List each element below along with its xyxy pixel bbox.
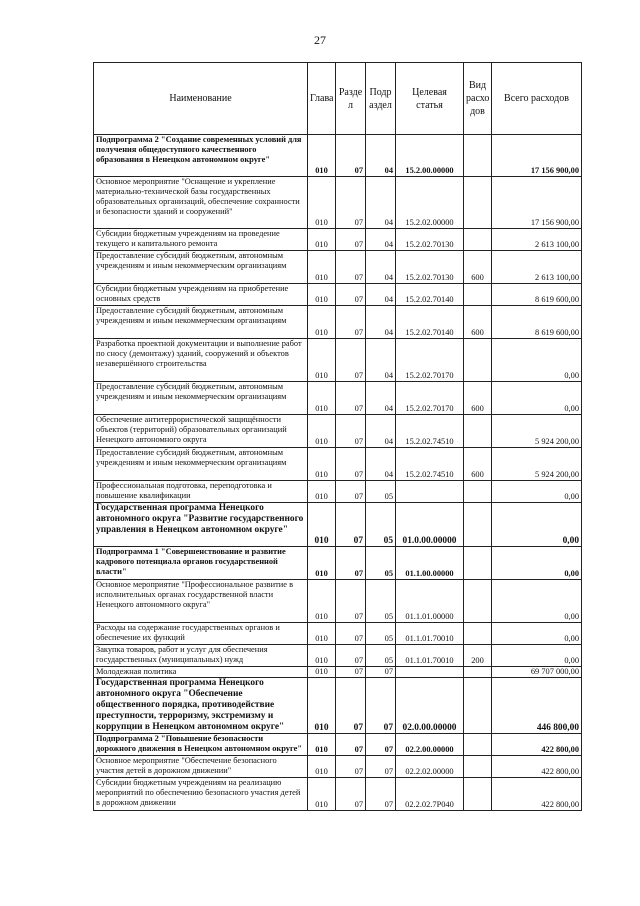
row-target-cell: 15.2.00.00000 (396, 135, 464, 177)
row-total-cell: 2 613 100,00 (492, 251, 582, 284)
header-type: Вид расхо дов (464, 63, 492, 135)
row-subsection-cell: 07 (366, 678, 396, 734)
row-total-cell: 8 619 600,00 (492, 284, 582, 306)
row-type-cell (464, 481, 492, 503)
row-chapter-cell: 010 (308, 734, 336, 756)
table-row (94, 448, 582, 481)
row-subsection-cell: 07 (366, 778, 396, 811)
row-chapter-cell: 010 (308, 251, 336, 284)
table-header-row (94, 63, 582, 135)
row-subsection-cell: 04 (366, 306, 396, 339)
row-section-cell: 07 (336, 306, 366, 339)
row-total-cell: 422 800,00 (492, 734, 582, 756)
row-chapter-cell: 010 (308, 306, 336, 339)
row-target-cell: 02.2.02.00000 (396, 756, 464, 778)
row-name-cell: Основное мероприятие "Обеспечение безопасного участия детей в дорожном движении" (94, 756, 308, 778)
row-chapter-cell: 010 (308, 580, 336, 623)
row-chapter-cell: 010 (308, 778, 336, 811)
table-row (94, 251, 582, 284)
row-type-cell (464, 339, 492, 382)
row-total-cell: 0,00 (492, 382, 582, 415)
row-name-cell: Основное мероприятие "Профессиональное развитие в исполнительных органах государственной власти Ненецкого автономного округа" (94, 580, 308, 623)
table-row (94, 135, 582, 177)
row-type-cell (464, 756, 492, 778)
row-section-cell: 07 (336, 339, 366, 382)
table-body (94, 135, 582, 811)
row-target-cell: 15.2.02.70130 (396, 251, 464, 284)
row-name-cell: Предоставление субсидий бюджетным, автономным учреждениям и иным некоммерческим организациям (94, 448, 308, 481)
header-total: Всего расходов (492, 63, 582, 135)
row-type-cell (464, 734, 492, 756)
row-chapter-cell: 010 (308, 448, 336, 481)
row-total-cell: 8 619 600,00 (492, 306, 582, 339)
row-type-cell: 200 (464, 645, 492, 667)
row-type-cell (464, 623, 492, 645)
table-row (94, 778, 582, 811)
row-total-cell: 69 707 000,00 (492, 667, 582, 678)
row-section-cell: 07 (336, 229, 366, 251)
table-row (94, 503, 582, 547)
row-section-cell: 07 (336, 415, 366, 448)
row-chapter-cell: 010 (308, 756, 336, 778)
row-subsection-cell: 04 (366, 284, 396, 306)
row-target-cell (396, 481, 464, 503)
row-name-cell: Предоставление субсидий бюджетным, автономным учреждениям и иным некоммерческим организациям (94, 382, 308, 415)
row-section-cell: 07 (336, 547, 366, 580)
table-row (94, 678, 582, 734)
row-type-cell (464, 667, 492, 678)
row-chapter-cell: 010 (308, 481, 336, 503)
row-type-cell (464, 415, 492, 448)
row-target-cell (396, 667, 464, 678)
row-name-cell: Субсидии бюджетным учреждениям на проведение текущего и капитального ремонта (94, 229, 308, 251)
row-subsection-cell: 05 (366, 503, 396, 547)
row-target-cell: 01.1.01.00000 (396, 580, 464, 623)
table-row (94, 339, 582, 382)
row-subsection-cell: 04 (366, 135, 396, 177)
row-type-cell: 600 (464, 306, 492, 339)
row-target-cell: 15.2.02.70140 (396, 306, 464, 339)
row-section-cell: 07 (336, 580, 366, 623)
row-name-cell: Профессиональная подготовка, переподготовка и повышение квалификации (94, 481, 308, 503)
budget-table (93, 62, 582, 811)
row-section-cell: 07 (336, 503, 366, 547)
row-section-cell: 07 (336, 284, 366, 306)
page-number: 27 (314, 33, 326, 47)
table-row (94, 547, 582, 580)
row-type-cell: 600 (464, 382, 492, 415)
row-name-cell: Подпрограмма 1 "Совершенствование и развитие кадрового потенциала органов государственной власти" (94, 547, 308, 580)
row-section-cell: 07 (336, 645, 366, 667)
row-name-cell: Молодежная политика (94, 667, 308, 678)
row-subsection-cell: 04 (366, 177, 396, 229)
row-type-cell (464, 580, 492, 623)
row-target-cell: 15.2.02.74510 (396, 448, 464, 481)
row-name-cell: Субсидии бюджетным учреждениям на реализацию мероприятий по обеспечению безопасного участия детей в дорожном движении (94, 778, 308, 811)
row-target-cell: 01.1.01.70010 (396, 623, 464, 645)
row-total-cell: 0,00 (492, 503, 582, 547)
row-name-cell: Предоставление субсидий бюджетным, автономным учреждениям и иным некоммерческим организациям (94, 251, 308, 284)
row-section-cell: 07 (336, 251, 366, 284)
row-type-cell (464, 678, 492, 734)
header-target: Целевая статья (396, 63, 464, 135)
row-type-cell: 600 (464, 251, 492, 284)
row-total-cell: 0,00 (492, 580, 582, 623)
row-target-cell: 15.2.02.70170 (396, 382, 464, 415)
row-target-cell: 01.0.00.00000 (396, 503, 464, 547)
row-subsection-cell: 04 (366, 415, 396, 448)
row-target-cell: 02.0.00.00000 (396, 678, 464, 734)
row-chapter-cell: 010 (308, 503, 336, 547)
row-subsection-cell: 07 (366, 756, 396, 778)
row-target-cell: 15.2.02.70170 (396, 339, 464, 382)
row-target-cell: 15.2.02.00000 (396, 177, 464, 229)
row-subsection-cell: 05 (366, 645, 396, 667)
row-type-cell (464, 503, 492, 547)
row-section-cell: 07 (336, 448, 366, 481)
row-name-cell: Предоставление субсидий бюджетным, автономным учреждениям и иным некоммерческим организациям (94, 306, 308, 339)
row-section-cell: 07 (336, 177, 366, 229)
header-name: Наименование (94, 63, 308, 135)
header-chapter: Глава (308, 63, 336, 135)
row-chapter-cell: 010 (308, 623, 336, 645)
row-name-cell: Обеспечение антитеррористической защищённости объектов (территорий) образовательных организаций Ненецкого автономного округа (94, 415, 308, 448)
row-chapter-cell: 010 (308, 645, 336, 667)
table-row (94, 284, 582, 306)
row-section-cell: 07 (336, 382, 366, 415)
row-type-cell (464, 229, 492, 251)
row-name-cell: Государственная программа Ненецкого автономного округа "Развитие государственного управления в Ненецком автономном округе" (94, 503, 308, 547)
row-subsection-cell: 05 (366, 481, 396, 503)
row-subsection-cell: 04 (366, 448, 396, 481)
row-name-cell: Субсидии бюджетным учреждениям на приобретение основных средств (94, 284, 308, 306)
row-type-cell (464, 778, 492, 811)
row-name-cell: Подпрограмма 2 "Повышение безопасности дорожного движения в Ненецком автономном округе" (94, 734, 308, 756)
row-total-cell: 0,00 (492, 339, 582, 382)
table-row (94, 177, 582, 229)
row-type-cell (464, 177, 492, 229)
row-total-cell: 5 924 200,00 (492, 448, 582, 481)
table-row (94, 623, 582, 645)
row-chapter-cell: 010 (308, 667, 336, 678)
row-type-cell (464, 547, 492, 580)
row-chapter-cell: 010 (308, 547, 336, 580)
row-chapter-cell: 010 (308, 382, 336, 415)
row-target-cell: 15.2.02.74510 (396, 415, 464, 448)
row-chapter-cell: 010 (308, 284, 336, 306)
row-target-cell: 15.2.02.70130 (396, 229, 464, 251)
table-row (94, 229, 582, 251)
row-subsection-cell: 05 (366, 580, 396, 623)
table-row (94, 415, 582, 448)
row-name-cell: Основное мероприятие "Оснащение и укрепление материально-технической базы государственных образовательных организаций, обеспечение сохранности и безопасности зданий и сооружений" (94, 177, 308, 229)
row-type-cell (464, 135, 492, 177)
row-subsection-cell: 07 (366, 667, 396, 678)
row-total-cell: 446 800,00 (492, 678, 582, 734)
row-subsection-cell: 04 (366, 229, 396, 251)
row-chapter-cell: 010 (308, 177, 336, 229)
row-total-cell: 0,00 (492, 623, 582, 645)
row-target-cell: 01.1.01.70010 (396, 645, 464, 667)
row-total-cell: 422 800,00 (492, 756, 582, 778)
row-subsection-cell: 05 (366, 623, 396, 645)
row-name-cell: Разработка проектной документации и выполнение работ по сносу (демонтажу) зданий, сооружений и объектов незавершённого строительства (94, 339, 308, 382)
row-chapter-cell: 010 (308, 339, 336, 382)
row-target-cell: 02.2.02.7P040 (396, 778, 464, 811)
row-section-cell: 07 (336, 623, 366, 645)
table-row (94, 580, 582, 623)
table-row (94, 306, 582, 339)
row-chapter-cell: 010 (308, 135, 336, 177)
row-total-cell: 0,00 (492, 645, 582, 667)
row-total-cell: 0,00 (492, 547, 582, 580)
row-section-cell: 07 (336, 481, 366, 503)
header-section: Разде л (336, 63, 366, 135)
row-name-cell: Подпрограмма 2 "Создание современных условий для получения общедоступного качественного образования в Ненецком автономном округе" (94, 135, 308, 177)
row-chapter-cell: 010 (308, 678, 336, 734)
row-type-cell (464, 284, 492, 306)
row-target-cell: 02.2.00.00000 (396, 734, 464, 756)
row-total-cell: 17 156 900,00 (492, 177, 582, 229)
table-row (94, 481, 582, 503)
row-total-cell: 17 156 900,00 (492, 135, 582, 177)
table-row (94, 667, 582, 678)
row-section-cell: 07 (336, 778, 366, 811)
row-name-cell: Закупка товаров, работ и услуг для обеспечения государственных (муниципальных) нужд (94, 645, 308, 667)
row-chapter-cell: 010 (308, 415, 336, 448)
row-section-cell: 07 (336, 667, 366, 678)
row-total-cell: 0,00 (492, 481, 582, 503)
table-row (94, 645, 582, 667)
row-name-cell: Государственная программа Ненецкого автономного округа "Обеспечение общественного порядка, противодействие преступности, терроризму, экстремизму и коррупции в Ненецком автономном округе" (94, 678, 308, 734)
row-chapter-cell: 010 (308, 229, 336, 251)
row-total-cell: 5 924 200,00 (492, 415, 582, 448)
row-section-cell: 07 (336, 756, 366, 778)
row-subsection-cell: 04 (366, 339, 396, 382)
table-row (94, 382, 582, 415)
header-subsection: Подр аздел (366, 63, 396, 135)
row-type-cell: 600 (464, 448, 492, 481)
row-total-cell: 2 613 100,00 (492, 229, 582, 251)
row-total-cell: 422 800,00 (492, 778, 582, 811)
table-row (94, 734, 582, 756)
row-name-cell: Расходы на содержание государственных органов и обеспечение их функций (94, 623, 308, 645)
row-target-cell: 15.2.02.70140 (396, 284, 464, 306)
row-section-cell: 07 (336, 135, 366, 177)
row-subsection-cell: 04 (366, 251, 396, 284)
row-section-cell: 07 (336, 734, 366, 756)
row-target-cell: 01.1.00.00000 (396, 547, 464, 580)
row-section-cell: 07 (336, 678, 366, 734)
row-subsection-cell: 05 (366, 547, 396, 580)
row-subsection-cell: 07 (366, 734, 396, 756)
table-row (94, 756, 582, 778)
row-subsection-cell: 04 (366, 382, 396, 415)
